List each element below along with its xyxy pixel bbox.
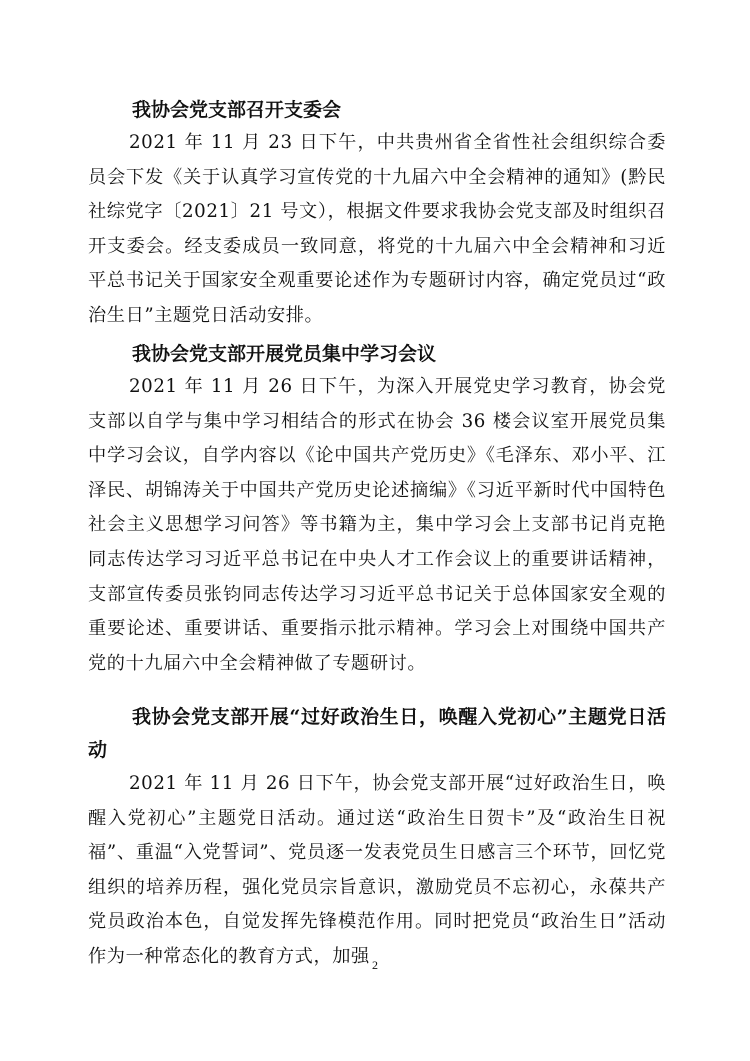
- section-heading: 我协会党支部开展党员集中学习会议: [132, 343, 437, 365]
- page-number: 2: [372, 958, 378, 972]
- news-section-party-day-activity: [88, 701, 666, 975]
- section-heading: 我协会党支部召开支委会: [132, 99, 342, 121]
- section-body: 2021 年 11 月 26 日下午，为深入开展党史学习教育，协会党支部以自学与集中学习相结合的形式在协会 36 楼会议室开展党员集中学习会议，自学内容以《论中国共产党历史》《毛泽东、邓小平、江泽民、胡锦涛关于中国共产党历史论述摘编》《习近平新时代中国特色社会主义思想学习问答》等书籍为主，集中学习会上支部书记肖克艳同志传达学习习近平总书记在中央人才工作会议上的重要讲话精神，支部宣传委员张钧同志传达学习习近平总书记关于总体国家安全观的重要论述、重要讲话、重要指示批示精神。学习会上对围绕中国共产党的十九届六中全会精神做了专题研讨。: [88, 376, 666, 674]
- section-body: 2021 年 11 月 23 日下午，中共贵州省全省性社会组织综合委员会下发《关于认真学习宣传党的十九届六中全会精神的通知》(黔民社综党字〔2021〕21 号文），根据文件要求我协会党支部及时组织召开支委会。经支委成员一致同意，将党的十九届六中全会精神和习近平总书记关于国家安全观重要论述作为专题研讨内容，确定党员过“政治生日”主题党日活动安排。: [88, 132, 666, 326]
- news-section-study-meeting: [88, 338, 666, 681]
- section-body: 2021 年 11 月 26 日下午，协会党支部开展“过好政治生日，唤醒入党初心”主题党日活动。通过送“政治生日贺卡”及“政治生日祝福”、重温“入党誓词”、党员逐一发表党员生日感言三个环节，回忆党组织的培养历程，强化党员宗旨意识，激励党员不忘初心，永葆共产党员政治本色，自觉发挥先锋模范作用。同时把党员“政治生日”活动作为一种常态化的教育方式，加强: [88, 773, 666, 967]
- section-heading: 我协会党支部开展“过好政治生日，唤醒入党初心”主题党日活动: [88, 706, 666, 761]
- news-section-committee-meeting: [88, 94, 666, 334]
